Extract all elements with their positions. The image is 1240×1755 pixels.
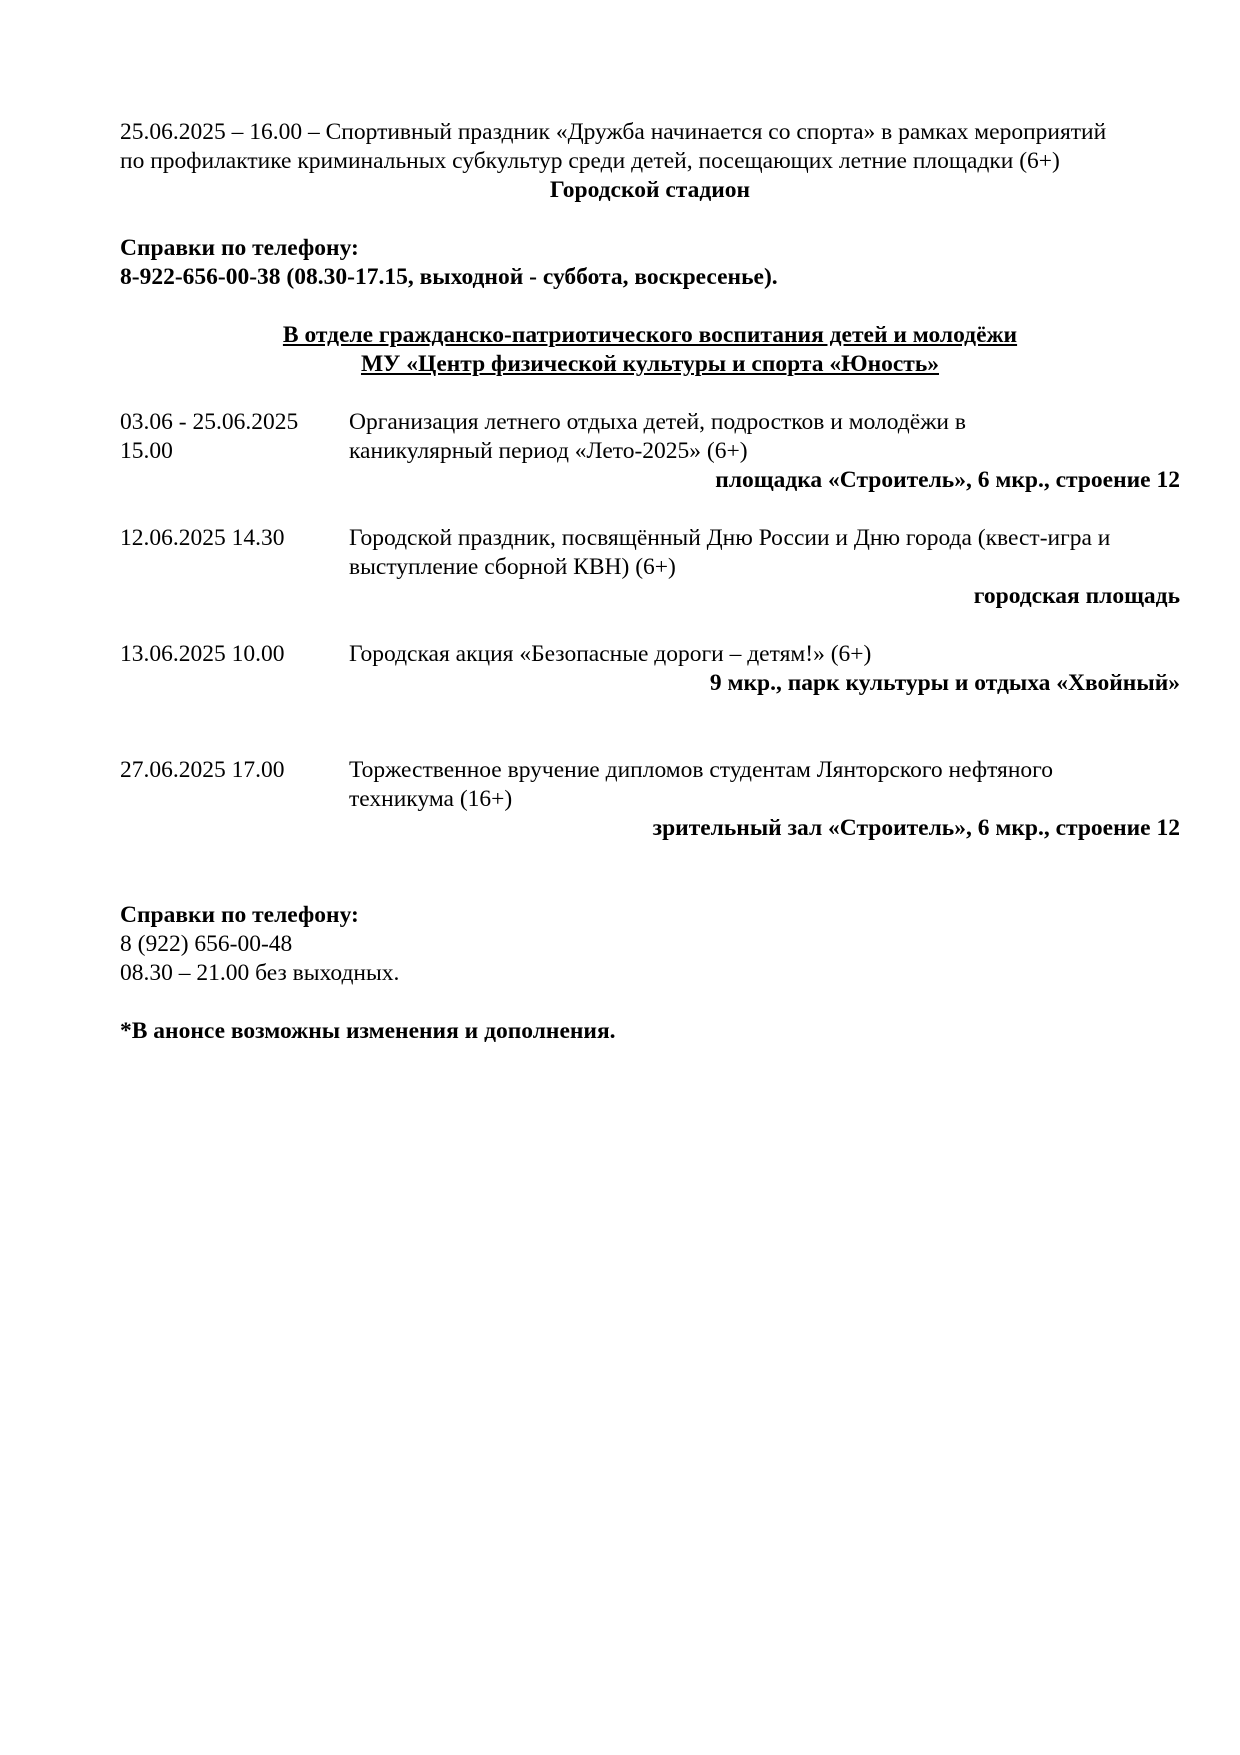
- event-description: [349, 640, 1180, 669]
- intro-event-venue: Городской стадион: [549, 177, 751, 203]
- event-date-line-1: 13.06.2025 10.00: [120, 641, 285, 667]
- event-description-line-2: каникулярный период «Лето-2025» (6+): [349, 438, 748, 464]
- event-venue: городская площадь: [973, 583, 1180, 609]
- section-heading-line-1: В отделе гражданско-патриотического воспитания детей и молодёжи: [282, 322, 1018, 348]
- event-date-line-2: 15.00: [120, 438, 173, 464]
- event-description-line-1: Торжественное вручение дипломов студентам Лянторского нефтяного: [349, 757, 1053, 783]
- intro-event-text-line-2: по профилактике криминальных субкультур среди детей, посещающих летние площадки (6+): [120, 148, 1060, 174]
- event-item: [120, 756, 1180, 843]
- event-date-line-1: 03.06 - 25.06.2025: [120, 409, 299, 435]
- event-venue: площадка «Строитель», 6 мкр., строение 12: [715, 467, 1180, 493]
- event-item: [120, 524, 1180, 611]
- section-heading: [120, 321, 1180, 379]
- contact-1-title: Справки по телефону:: [120, 235, 359, 261]
- event-description-line-1: Городская акция «Безопасные дороги – детям!» (6+): [349, 641, 872, 667]
- document-page: [120, 118, 1180, 1046]
- event-date: [120, 640, 349, 669]
- event-date-line-1: 12.06.2025 14.30: [120, 525, 285, 551]
- changes-note-text: *В анонсе возможны изменения и дополнения.: [120, 1018, 616, 1044]
- changes-note: [120, 1017, 1180, 1046]
- event-date: [120, 524, 349, 582]
- contact-2-title: Справки по телефону:: [120, 902, 359, 928]
- event-description-line-1: Организация летнего отдыха детей, подростков и молодёжи в: [349, 409, 966, 435]
- intro-event: [120, 118, 1180, 205]
- event-item: [120, 408, 1180, 495]
- contact-block-1: [120, 234, 1180, 292]
- event-venue: 9 мкр., парк культуры и отдыха «Хвойный»: [709, 670, 1180, 696]
- contact-block-2: [120, 901, 1180, 988]
- event-venue: зрительный зал «Строитель», 6 мкр., строение 12: [652, 815, 1180, 841]
- event-date: [120, 408, 349, 466]
- event-description: [349, 408, 1180, 466]
- event-description: [349, 524, 1180, 582]
- event-date-line-1: 27.06.2025 17.00: [120, 757, 285, 783]
- event-description-line-2: выступление сборной КВН) (6+): [349, 554, 676, 580]
- intro-event-text-line-1: 25.06.2025 – 16.00 – Спортивный праздник «Дружба начинается со спорта» в рамках мероприятий: [120, 119, 1107, 145]
- contact-1-details: 8-922-656-00-38 (08.30-17.15, выходной - суббота, воскресенье).: [120, 264, 778, 290]
- contact-2-hours: 08.30 – 21.00 без выходных.: [120, 960, 400, 986]
- event-description-line-1: Городской праздник, посвящённый Дню России и Дню города (квест-игра и: [349, 525, 1111, 551]
- event-description-line-2: техникума (16+): [349, 786, 513, 812]
- contact-2-phone: 8 (922) 656-00-48: [120, 931, 293, 957]
- event-description: [349, 756, 1180, 814]
- event-date: [120, 756, 349, 814]
- section-heading-line-2: МУ «Центр физической культуры и спорта «Юность»: [360, 351, 940, 377]
- event-item: [120, 640, 1180, 698]
